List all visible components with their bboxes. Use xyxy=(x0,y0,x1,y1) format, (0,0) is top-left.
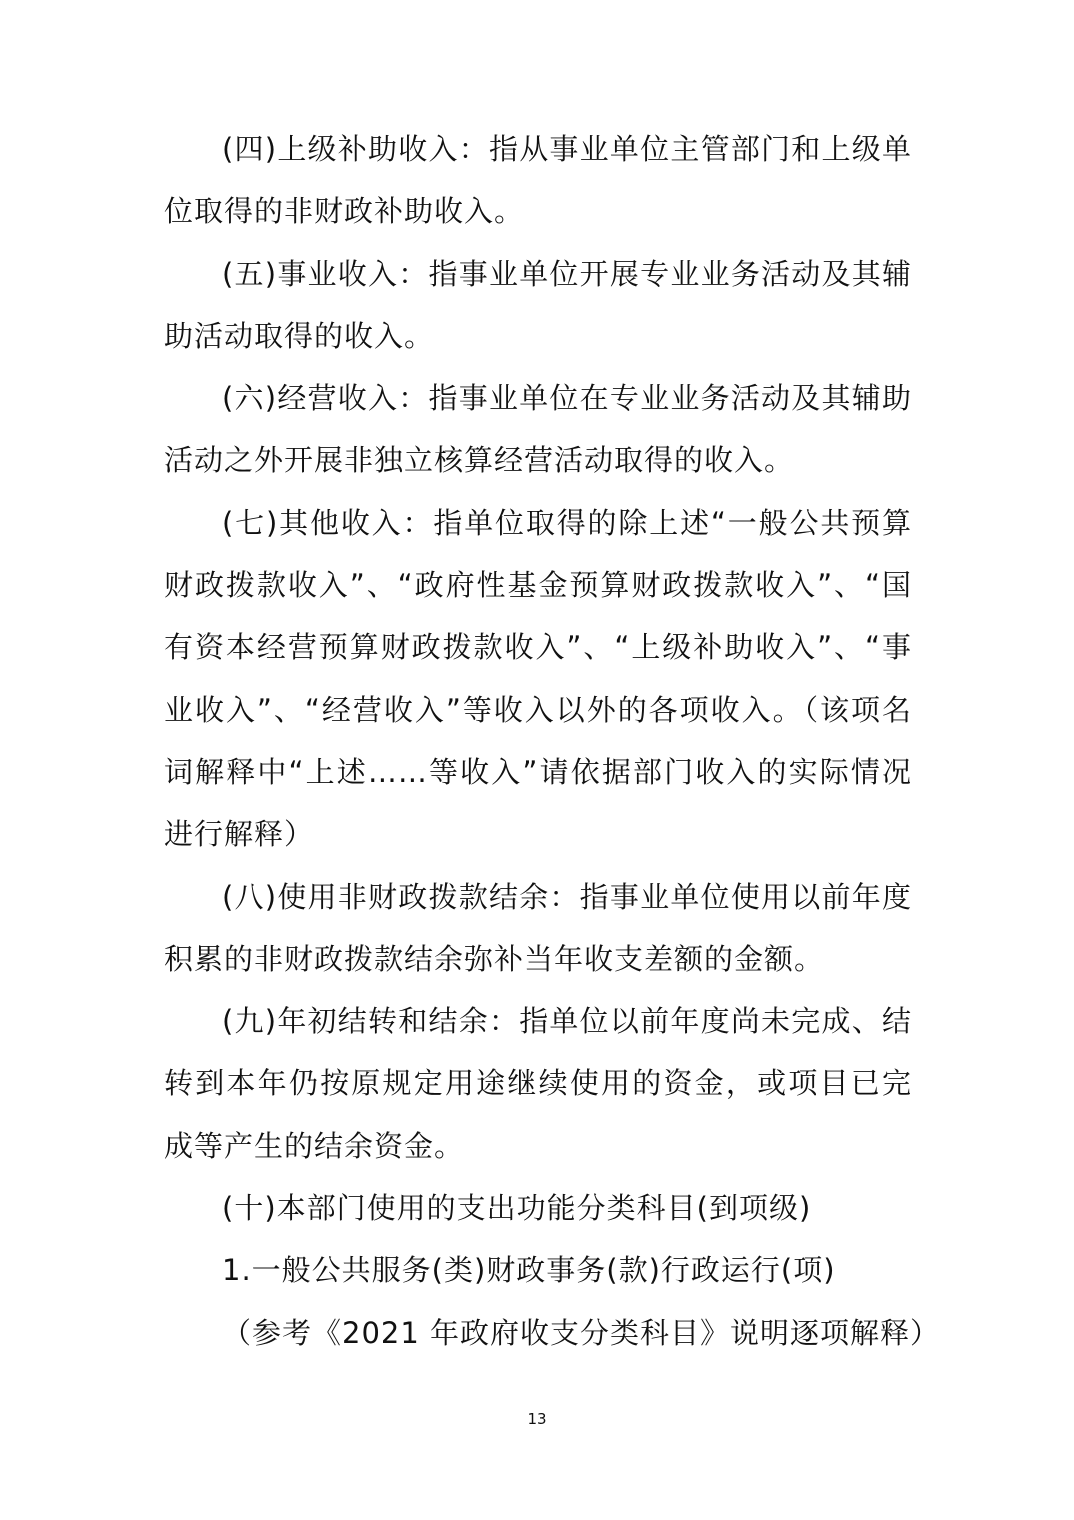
page-number: 13 xyxy=(527,1410,547,1428)
paragraph-non-fiscal-surplus-use: (八)使用非财政拨款结余：指事业单位使用以前年度积累的非财政拨款结余弥补当年收支差额的金额。 xyxy=(164,879,912,976)
paragraph-other-income: (七)其他收入：指单位取得的除上述“一般公共预算财政拨款收入”、“政府性基金预算财政拨款收入”、“国有资本经营预算财政拨款收入”、“上级补助收入”、“事业收入”、“经营收入”等收入以外的各项收入。（该项名词解释中“上述……等收入”请依据部门收入的实际情况进行解释） xyxy=(164,505,912,852)
paragraph-expenditure-classification: (十)本部门使用的支出功能分类科目(到项级) xyxy=(222,1191,812,1226)
paragraph-operating-income: (六)经营收入：指事业单位在专业业务活动及其辅助活动之外开展非独立核算经营活动取得的收入。 xyxy=(164,381,912,478)
paragraph-reference-note: （参考《2021 年政府收支分类科目》说明逐项解释） xyxy=(222,1315,941,1350)
paragraph-superior-subsidy-income: (四)上级补助收入：指从事业单位主管部门和上级单位取得的非财政补助收入。 xyxy=(164,132,912,229)
paragraph-business-income: (五)事业收入：指事业单位开展专业业务活动及其辅助活动取得的收入。 xyxy=(164,256,912,353)
paragraph-item-administrative-operation: 1.一般公共服务(类)财政事务(款)行政运行(项) xyxy=(222,1253,836,1288)
body-text xyxy=(164,118,941,1364)
paragraph-carryover-and-surplus: (九)年初结转和结余：指单位以前年度尚未完成、结转到本年仍按原规定用途继续使用的资金，或项目已完成等产生的结余资金。 xyxy=(164,1004,912,1163)
